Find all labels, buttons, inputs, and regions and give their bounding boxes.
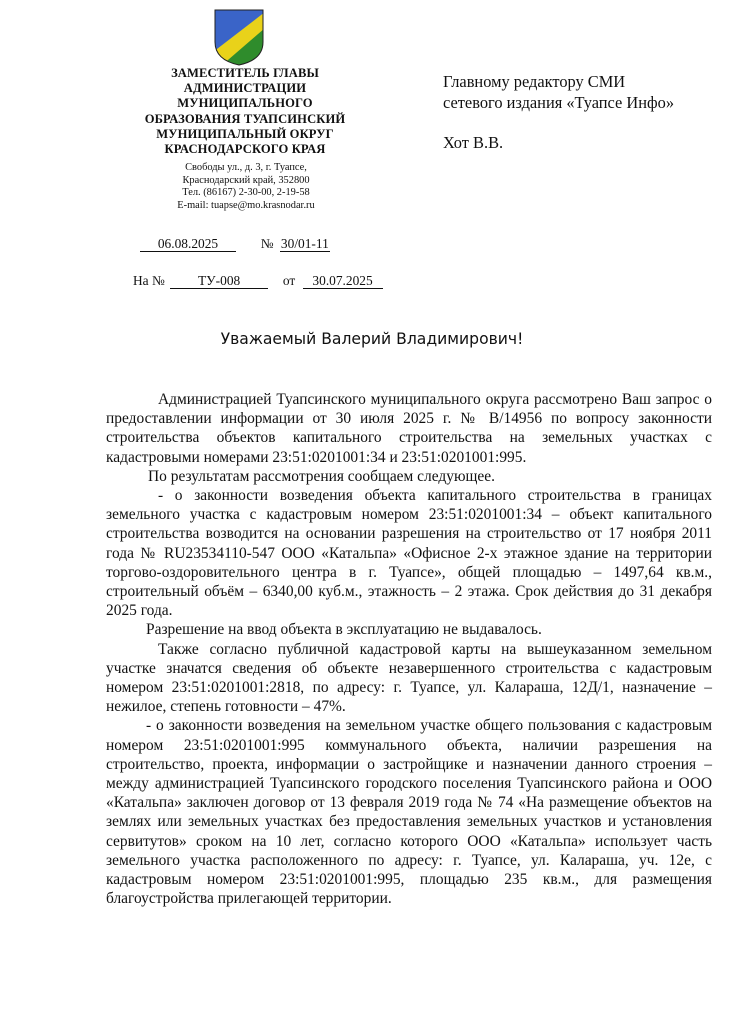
reference-from-label: от xyxy=(282,273,296,288)
reference-registration xyxy=(133,273,383,289)
body-paragraph: - о законности возведения на земельном участке общего пользования с кадастровым номером 23:51:0201001:995 коммунального объекта, наличии разрешения на строительство, проекта, информации о застройщике и назначении данного строения – между администрацией Туапсинского городского поселения Туапсинского района и ООО «Катальпа» заключен договор от 13 февраля 2019 года № 74 «На размещение объектов на землях или земельных участках без предоставления земельных участков и установления сервитутов» сроком на 10 лет, согласно которого ООО «Катальпа» использует часть земельного участка расположенного по адресу: г. Туапсе, ул. Калараша, уч. 12е, с кадастровым номером 23:51:0201001:995, площадью 235 кв.м., для размещения благоустройства прилегающей территории. xyxy=(106,717,712,908)
recipient-name: Хот В.В. xyxy=(443,133,504,152)
address-line: Свободы ул., д. 3, г. Туапсе, xyxy=(185,162,307,173)
address-line: Краснодарский край, 352800 xyxy=(182,174,310,186)
coat-of-arms-icon xyxy=(213,8,265,66)
address-line: Тел. (86167) 2-30-00, 2-19-58 xyxy=(182,187,310,199)
outgoing-number: 30/01-11 xyxy=(280,236,329,251)
org-line: МУНИЦИПАЛЬНЫЙ ОКРУГ xyxy=(156,126,334,141)
letter-body xyxy=(106,390,712,908)
recipient-line: сетевого издания «Туапсе Инфо» xyxy=(443,92,675,112)
org-line: АДМИНИСТРАЦИИ xyxy=(183,81,307,96)
reference-date: 30.07.2025 xyxy=(303,274,383,289)
body-paragraph: Администрацией Туапсинского муниципального округа рассмотрено Ваш запрос о предоставлении информации от 30 июля 2025 г. № В/14956 по вопросу законности строительства объектов капитального строительства на земельных участках с кадастровыми номерами 23:51:0201001:34 и 23:51:0201001:995. xyxy=(106,391,712,466)
outgoing-registration xyxy=(140,236,330,252)
org-line: МУНИЦИПАЛЬНОГО xyxy=(177,96,313,111)
body-paragraph: - о законности возведения объекта капитального строительства в границах земельного участка с кадастровым номером 23:51:0201001:34 – объект капитального строительства возводится на основании разрешения на строительство от 17 ноября 2011 года № RU23534110-547 ООО «Катальпа» «Офисное 2-х этажное здание на территории торгово-оздоровительного центра в г. Туапсе», общей площадью – 1497,64 кв.м., строительный объём – 6340,00 куб.м., этажность – 2 этажа. Срок действия до 31 декабря 2025 года. xyxy=(106,487,712,620)
recipient-line: Главному редактору СМИ xyxy=(443,72,626,91)
organization-name xyxy=(130,66,360,157)
body-paragraph: По результатам рассмотрения сообщаем следующее. xyxy=(148,467,495,485)
body-paragraph: Также согласно публичной кадастровой карты на вышеуказанном земельном участке значатся сведения об объекте незавершенного строительства с кадастровым номером 23:51:0201001:2818, по адресу: г. Туапсе, ул. Калараша, 12Д/1, назначение – нежилое, степень готовности – 47%. xyxy=(106,640,712,716)
salutation: Уважаемый Валерий Владимирович! xyxy=(220,330,524,348)
reference-label: На № xyxy=(133,273,165,288)
org-line: КРАСНОДАРСКОГО КРАЯ xyxy=(164,142,326,157)
reference-number: ТУ-008 xyxy=(170,274,268,289)
org-line: ОБРАЗОВАНИЯ ТУАПСИНСКИЙ xyxy=(144,111,346,126)
organization-address xyxy=(140,162,352,212)
number-label: № xyxy=(260,236,274,251)
address-line: E-mail: tuapse@mo.krasnodar.ru xyxy=(177,199,315,211)
outgoing-date: 06.08.2025 xyxy=(140,237,236,252)
org-line: ЗАМЕСТИТЕЛЬ ГЛАВЫ xyxy=(171,66,319,80)
body-paragraph: Разрешение на ввод объекта в эксплуатацию не выдавалось. xyxy=(146,621,542,639)
recipient-block xyxy=(443,72,733,154)
